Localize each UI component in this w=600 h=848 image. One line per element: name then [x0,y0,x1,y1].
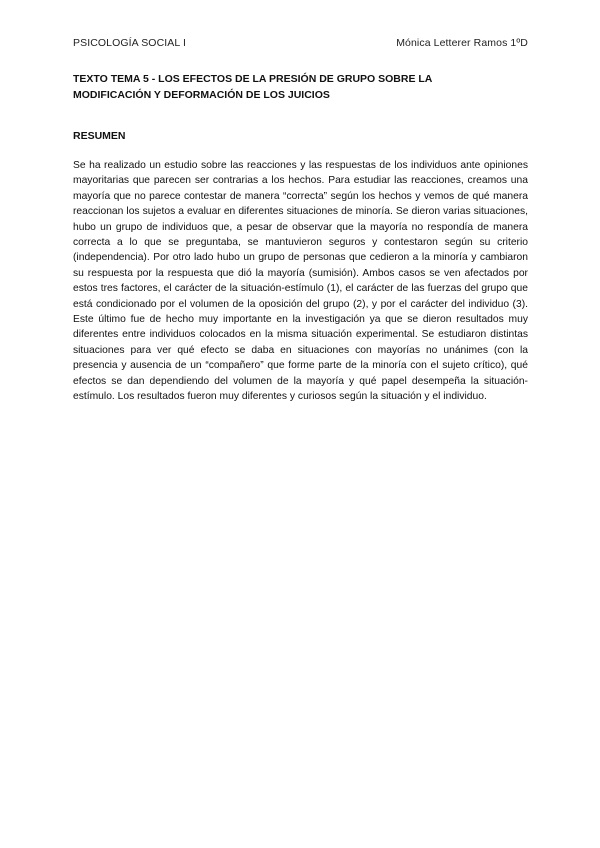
document-title: TEXTO TEMA 5 - LOS EFECTOS DE LA PRESIÓN DE GRUPO SOBRE LA MODIFICACIÓN Y DEFORMACIÓN DE LOS JUICIOS [73,73,432,101]
summary-paragraph: Se ha realizado un estudio sobre las reacciones y las respuestas de los individuos ante opiniones mayoritarias que parecen ser contrarias a los hechos. Para estudiar las reacciones, creamos una mayoría que no parece contestar de manera “correcta” según los hechos y vemos de qué manera reaccionan los sujetos a evaluar en diferentes situaciones de minoría. Se dieron varias situaciones, hubo un grupo de individuos que, a pesar de observar que la mayoría no respondía de manera correcta a lo que se preguntaba, se mantuvieron seguros y contestaron según su criterio (independencia). Por otro lado hubo un grupo de personas que cedieron a la minoría y cambiaron su respuesta por la respuesta que dió la mayoría (sumisión). Ambos casos se ven afectados por estos tres factores, el carácter de la situación-estímulo (1), el carácter de las fuerzas del grupo que está condicionado por el volumen de la oposición del grupo (2), y por el carácter del individuo (3). Este último fue de hecho muy importante en la investigación ya que se dieron resultados muy diferentes entre individuos colocados en la misma situación experimental. Se estudiaron distintas situaciones para ver qué efecto se daba en situaciones con mayorías no unánimes (con la presencia y ausencia de un “compañero” que forme parte de la minoría con el sujeto crítico), qué efectos se dan dependiendo del volumen de la mayoría y qué papel desempeña la situación-estímulo. Los resultados fueron muy diferentes y curiosos según la situación y el individuo. [73,160,528,403]
header-course: PSICOLOGÍA SOCIAL I [73,37,186,49]
section-heading: RESUMEN [73,130,126,142]
page-header [73,37,528,49]
header-author: Mónica Letterer Ramos 1ºD [396,37,528,49]
